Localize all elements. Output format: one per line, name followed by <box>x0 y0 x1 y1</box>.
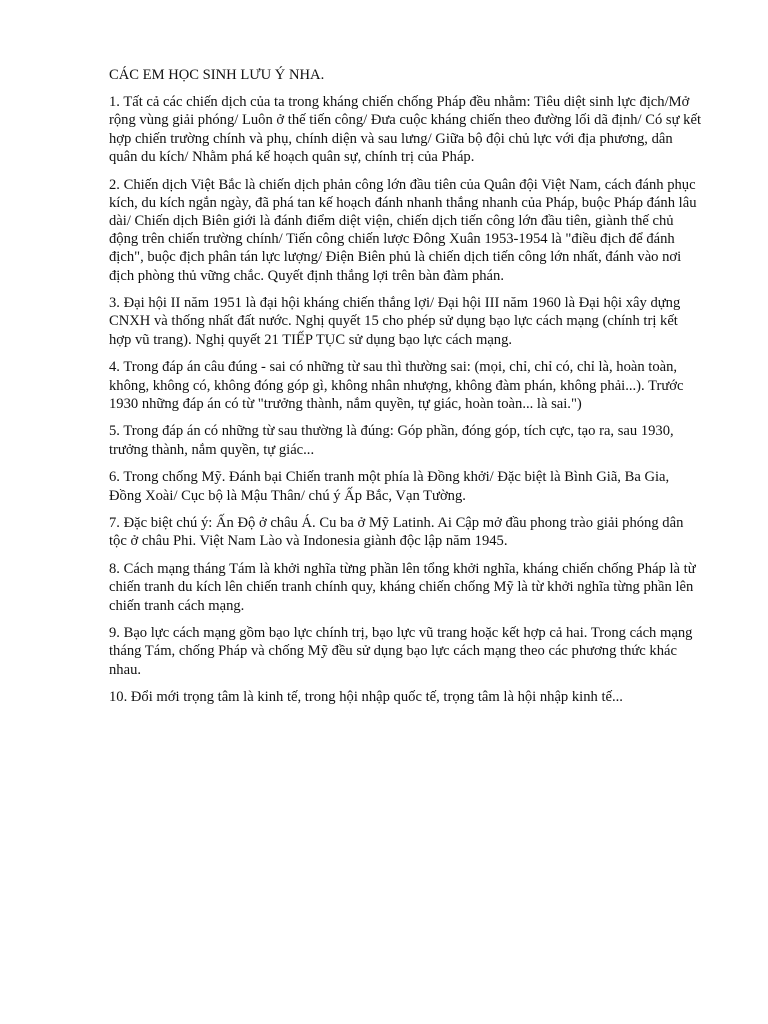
note-paragraph-2: 2. Chiến dịch Việt Bắc là chiến dịch phản công lớn đầu tiên của Quân đội Việt Nam, cách đánh phục kích, du kích ngắn ngày, đã phá tan kế hoạch đánh nhanh thắng nhanh của Pháp, buộc Pháp đánh lâu dài/ Chiến dịch Biên giới là đánh điểm diệt viện, chiến dịch tiến công lớn đầu tiên, giành thế chủ động trên chiến trường chính/ Tiến công chiến lược Đông Xuân 1953-1954 là "điều địch để đánh địch", buộc địch phân tán lực lượng/ Điện Biên phủ là chiến dịch tiến công lớn nhất, đánh vào nơi địch phòng thủ vững chắc. Quyết định thắng lợi trên bàn đàm phán. <box>109 176 697 284</box>
note-paragraph-8: 8. Cách mạng tháng Tám là khởi nghĩa từng phần lên tổng khởi nghĩa, kháng chiến chống Pháp là từ chiến tranh du kích lên chiến tranh chính quy, kháng chiến chống Mỹ là từ khởi nghĩa từng phần lên chiến tranh cách mạng. <box>109 561 696 614</box>
note-paragraph-9: 9. Bạo lực cách mạng gồm bạo lực chính trị, bạo lực vũ trang hoặc kết hợp cả hai. Trong cách mạng tháng Tám, chống Pháp và chống Mỹ đều sử dụng bạo lực cách mạng theo các phương thức khác nhau. <box>109 625 693 678</box>
note-paragraph-6: 6. Trong chống Mỹ. Đánh bại Chiến tranh một phía là Đồng khởi/ Đặc biệt là Bình Giã, Ba Gia, Đồng Xoài/ Cục bộ là Mậu Thân/ chú ý Ấp Bắc, Vạn Tường. <box>109 469 670 504</box>
document-heading: CÁC EM HỌC SINH LƯU Ý NHA. <box>109 67 325 83</box>
note-paragraph-7: 7. Đặc biệt chú ý: Ấn Độ ở châu Á. Cu ba ở Mỹ Latinh. Ai Cập mở đầu phong trào giải phóng dân tộc ở châu Phi. Việt Nam Lào và Indonesia giành độc lập năm 1945. <box>109 515 684 550</box>
note-paragraph-4: 4. Trong đáp án câu đúng - sai có những từ sau thì thường sai: (mọi, chỉ, chỉ có, chỉ là, hoàn toàn, không, không có, không đóng góp gì, không nhân nhượng, không đàm phán, không phải...). Trước 1930 những đáp án có từ "trưởng thành, nắm quyền, tự giác, hoàn toàn... là sai.") <box>109 359 684 412</box>
note-paragraph-5: 5. Trong đáp án có những từ sau thường là đúng: Góp phần, đóng góp, tích cực, tạo ra, sau 1930, trưởng thành, nắm quyền, tự giác... <box>109 423 674 458</box>
note-paragraph-10: 10. Đổi mới trọng tâm là kinh tế, trong hội nhập quốc tế, trọng tâm là hội nhập kinh tế... <box>109 689 623 706</box>
document-page <box>109 66 701 716</box>
note-paragraph-3: 3. Đại hội II năm 1951 là đại hội kháng chiến thắng lợi/ Đại hội III năm 1960 là Đại hội xây dựng CNXH và thống nhất đất nước. Nghị quyết 15 cho phép sử dụng bạo lực cách mạng (chính trị kết hợp vũ trang). Nghị quyết 21 TIẾP TỤC sử dụng bạo lực cách mạng. <box>109 295 681 348</box>
note-paragraph-1: 1. Tất cả các chiến dịch của ta trong kháng chiến chống Pháp đều nhằm: Tiêu diệt sinh lực địch/Mở rộng vùng giải phóng/ Luôn ở thế tiến công/ Đưa cuộc kháng chiến theo đường lối dã định/ Có sự kết hợp chiến trường chính và phụ, chính diện và sau lưng/ Giữa bộ đội chủ lực với địa phương, dân quân du kích/ Nhằm phá kế hoạch quân sự, chính trị của Pháp. <box>109 94 702 165</box>
